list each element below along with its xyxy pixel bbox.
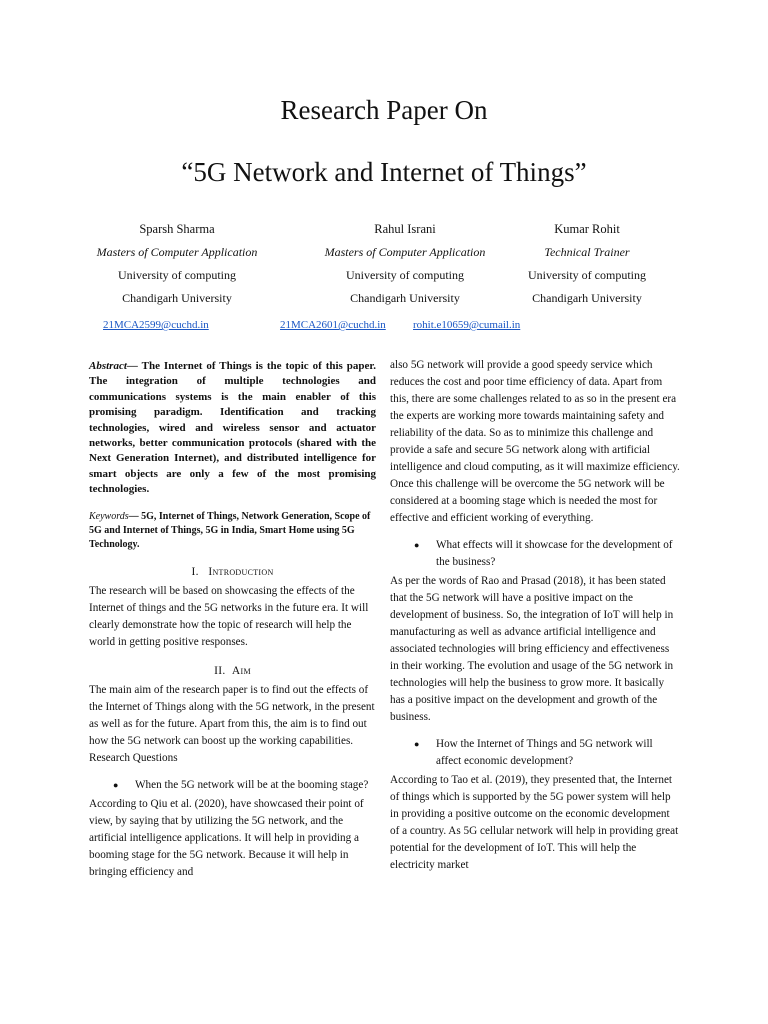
- author-university: University of computing: [528, 268, 646, 282]
- author-institution: Chandigarh University: [350, 291, 460, 305]
- section-number: II.: [214, 664, 226, 677]
- section-title: Introduction: [208, 565, 274, 578]
- continued-paragraph: also 5G network will provide a good speedy service which reduces the cost and poor time efficiency of data. Apart from this, there are some challenges related to as so in the present era the experts are working more towards maintaining safety and reliability of the data. So as to minimize this challenge and provide a safe and secure 5G network along with artificial intelligence and cloud computing, as it will maximize efficiency. Once this challenge will be overcome the 5G network will be considered at a booming stage which is needed the most for effective and efficient working of everything.: [390, 359, 680, 524]
- author-name: Kumar Rohit: [554, 222, 620, 236]
- author-block-3: [467, 218, 707, 310]
- keywords: [89, 510, 376, 552]
- left-column: [89, 357, 376, 881]
- research-questions-label: Research Questions: [89, 751, 178, 764]
- abstract: [89, 359, 376, 498]
- author-block-1: [57, 218, 297, 310]
- author-role: Masters of Computer Application: [324, 245, 486, 259]
- section-title: Aim: [231, 664, 251, 677]
- author-institution: Chandigarh University: [532, 291, 642, 305]
- author-university: University of computing: [346, 268, 464, 282]
- section-heading-introduction: [89, 564, 376, 581]
- research-question-text: How the Internet of Things and 5G network will affect economic development?: [436, 738, 653, 767]
- bullet-icon: ●: [414, 540, 420, 550]
- paper-title-line-1: Research Paper On: [280, 95, 488, 125]
- author-email-link-1[interactable]: 21MCA2599@cuchd.in: [103, 319, 209, 331]
- bullet-icon: ●: [414, 739, 420, 749]
- aim-paragraph: The main aim of the research paper is to find out the effects of the Internet of Things along with the 5G network, in the present as well as for the future. Apart from this, the aim is to find out how the 5G network can boost up the working capabilities.: [89, 683, 375, 747]
- author-role: Technical Trainer: [544, 245, 630, 259]
- author-email-link-2[interactable]: 21MCA2601@cuchd.in: [280, 319, 386, 331]
- keywords-lead: Keywords: [89, 510, 129, 522]
- author-role: Masters of Computer Application: [96, 245, 258, 259]
- abstract-lead: Abstract—: [89, 360, 138, 372]
- author-email-link-3[interactable]: rohit.e10659@cumail.in: [413, 319, 521, 331]
- abstract-text: The Internet of Things is the topic of this paper. The integration of multiple technologies and communications systems is the main enabler of this promising paradigm. Identification and tracking technologies, wired and wireless sensor and actuator networks, better communication protocols (shared with the Next Generation Internet), and distributed intelligence for smart objects are only a few of the most promising technologies.: [89, 360, 376, 496]
- right-column: [390, 357, 680, 874]
- author-institution: Chandigarh University: [122, 291, 232, 305]
- author-name: Rahul Israni: [374, 222, 436, 236]
- research-question-2: [390, 537, 680, 571]
- research-question-2-answer: As per the words of Rao and Prasad (2018), it has been stated that the 5G network will have a positive impact on the development of business. So, the integration of IoT will help in manufacturing as well as advance artificial intelligence and associated technologies will bring efficiency and effectiveness in their working. The evolution and usage of the 5G network in technologies will help the business to grow more. It basically has a positive impact on the development and growth of the business.: [390, 575, 674, 723]
- introduction-paragraph: The research will be based on showcasing the effects of the Internet of things and the 5G networks in the future era. It will clearly demonstrate how the topic of research will help the world in getting positive responses.: [89, 584, 369, 648]
- paper-title-line-2: “5G Network and Internet of Things”: [181, 157, 587, 187]
- research-question-1-answer: According to Qiu et al. (2020), have showcased their point of view, by saying that by utilizing the 5G network, and the artificial intelligence applications. It will help in providing a booming stage for the 5G network. Because it will help in bringing efficiency and: [89, 797, 364, 878]
- section-heading-aim: [89, 663, 376, 680]
- research-question-1: [89, 777, 376, 794]
- research-question-3: [390, 736, 680, 770]
- author-name: Sparsh Sharma: [139, 222, 215, 236]
- section-number: I.: [191, 565, 199, 578]
- keywords-text: — 5G, Internet of Things, Network Generation, Scope of 5G and Internet of Things, 5G in India, Smart Home using 5G Technology.: [89, 510, 371, 550]
- research-question-text: What effects will it showcase for the development of the business?: [436, 539, 673, 568]
- bullet-icon: ●: [113, 779, 119, 790]
- research-question-3-answer: According to Tao et al. (2019), they presented that, the Internet of things which is supported by the 5G power system will help in providing a positive outcome on the economic development of a country. As 5G cellular network will help in providing great potential for the development of IoT. This will help the electricity market: [390, 774, 679, 871]
- author-university: University of computing: [118, 268, 236, 282]
- research-question-text: When the 5G network will be at the booming stage?: [135, 778, 369, 791]
